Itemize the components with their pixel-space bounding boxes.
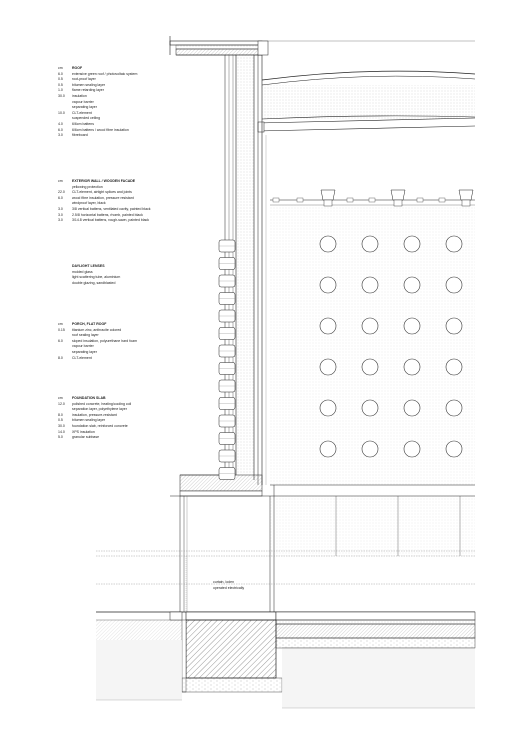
layer-description: polished concrete, heating/cooling coil (72, 401, 132, 406)
layer-thickness: 14.0 (58, 429, 65, 434)
light-fixture (439, 198, 445, 202)
layer-thickness: 8.0 (58, 412, 63, 417)
acoustic-circle (362, 236, 378, 252)
layer-thickness: 6.0 (58, 127, 63, 132)
layer-description: fibreboard (72, 133, 88, 138)
daylight-lenses (219, 240, 235, 480)
lower-facade (96, 485, 475, 612)
layer-thickness: 0.5 (58, 418, 63, 423)
layer-thickness: 1.0 (58, 88, 63, 93)
layer-description: root-proof layer (72, 77, 96, 82)
foundation (96, 612, 475, 708)
layer-thickness: 4.0 (58, 121, 63, 126)
layer-thickness: 3.0 (58, 212, 63, 217)
layer-description: separating layer (72, 105, 97, 110)
layer-thickness: 5.0 (58, 435, 63, 440)
layer-description: molded glass (72, 269, 93, 274)
acoustic-circle (404, 318, 420, 334)
legend-title: ROOF (72, 66, 83, 70)
acoustic-circle (404, 277, 420, 293)
acoustic-circle (446, 400, 462, 416)
layer-description: roof sealing layer (72, 333, 99, 338)
legend-title: PORCH, FLAT ROOF (72, 322, 107, 326)
acoustic-circle (404, 441, 420, 457)
acoustic-circle (446, 359, 462, 375)
layer-thickness: 6.0 (58, 338, 63, 343)
layer-description: titanium zinc, anthracite colored (72, 327, 122, 332)
layer-description: insulation, pressure-resistant (72, 412, 117, 417)
acoustic-circle (362, 277, 378, 293)
layer-description: XPS insulation (72, 429, 95, 434)
acoustic-circle (320, 359, 336, 375)
light-fixture (347, 198, 353, 202)
acoustic-circle (404, 236, 420, 252)
acoustic-circle (404, 400, 420, 416)
light-fixture (369, 198, 375, 202)
layer-thickness: 0.5 (58, 77, 63, 82)
layer-thickness: 0.5 (58, 82, 63, 87)
acoustic-circle (362, 400, 378, 416)
layer-description: bitumen sealing layer (72, 82, 106, 87)
layer-description: insulation (72, 93, 87, 98)
layer-description: foundation slab, reinforced concrete (72, 423, 128, 428)
layer-description: 6/6cm battens / wood fibre insulation (72, 127, 129, 132)
layer-description: CLT-element (72, 355, 92, 360)
layer-thickness: 30.0 (58, 423, 65, 428)
acoustic-circle (362, 318, 378, 334)
ceiling-structure (258, 71, 475, 132)
layer-description: flame retarding layer (72, 88, 104, 93)
roof-assembly (170, 36, 475, 55)
acoustic-circle (320, 277, 336, 293)
layer-description: yellowing protection (72, 184, 103, 189)
unit-label: cm (58, 396, 63, 400)
layer-thickness: 6.0 (58, 71, 63, 76)
acoustic-circle (446, 236, 462, 252)
layer-thickness: 3.0 (58, 218, 63, 223)
layer-description: CLT-element (72, 110, 92, 115)
unit-label: cm (58, 179, 63, 183)
layer-description: vapour barrier (72, 344, 94, 349)
layer-description: CLT-element, airtight splices and joints (72, 190, 132, 195)
layer-description: double glazing, sandblasted (72, 280, 116, 285)
layer-description: 3/8 vertical battens, ventilated cavity, painted black (72, 206, 151, 211)
acoustic-circle (320, 318, 336, 334)
layer-thickness: 0.15 (58, 327, 65, 332)
ceiling-lamp (321, 190, 335, 200)
layer-description: suspended ceiling (72, 116, 101, 121)
layer-thickness: 12.0 (58, 401, 65, 406)
layer-thickness: 22.0 (58, 190, 65, 195)
layer-description: windproof layer, black (72, 201, 106, 206)
layer-thickness: 30.0 (58, 93, 65, 98)
layer-description: vapour barrier (72, 99, 94, 104)
layer-thickness: 10.0 (58, 110, 65, 115)
layer-description: sloped insulation, polyurethane hard foam (72, 338, 137, 343)
acoustic-circle (320, 236, 336, 252)
acoustic-circle (404, 359, 420, 375)
acoustic-circle (446, 318, 462, 334)
acoustic-circle (362, 359, 378, 375)
layer-description: separation layer, polyethylene layer (72, 407, 127, 412)
acoustic-circle (362, 441, 378, 457)
ceiling-lamp (391, 190, 405, 200)
light-fixture (417, 198, 423, 202)
layer-description: bitumen sealing layer (72, 418, 106, 423)
layer-description: wood fibre insulation, pressure resistant (72, 195, 134, 200)
acoustic-circle (320, 400, 336, 416)
legend-title: FOUNDATION SLAB (72, 396, 106, 400)
acoustic-circle (446, 277, 462, 293)
layer-description: extensive green roof / photovoltaic system (72, 71, 138, 76)
layer-description: light scattering tube, aluminium (72, 275, 121, 280)
acoustic-circle (446, 441, 462, 457)
legend-title: DAYLIGHT LENSES (72, 264, 105, 268)
curtain-note-line2: operated electrically (213, 585, 245, 590)
unit-label: cm (58, 322, 63, 326)
ceiling-lamp (459, 190, 473, 200)
layer-thickness: 6.0 (58, 195, 63, 200)
layer-thickness: 8.0 (58, 355, 63, 360)
ceiling-lamps (273, 190, 473, 206)
unit-label: cm (58, 66, 63, 70)
legend-title: EXTERIOR WALL / WOODEN FACADE (72, 179, 136, 183)
layer-thickness: 3.0 (58, 206, 63, 211)
layer-description: 6/6cm battens (72, 121, 94, 126)
layer-description: 3/14.8 vertical battens, rough-sawn, painted black (72, 218, 150, 223)
layer-description: separating layer (72, 349, 97, 354)
acoustic-circle (320, 441, 336, 457)
light-fixture (273, 198, 279, 202)
light-fixture (297, 198, 303, 202)
layer-thickness: 3.0 (58, 133, 63, 138)
curtain-note-line1: curtain, loden (213, 580, 235, 584)
layer-description: 2.5/8 horizontal battens, rhomb, painted black (72, 212, 143, 217)
layer-description: granular subbase (72, 435, 100, 440)
